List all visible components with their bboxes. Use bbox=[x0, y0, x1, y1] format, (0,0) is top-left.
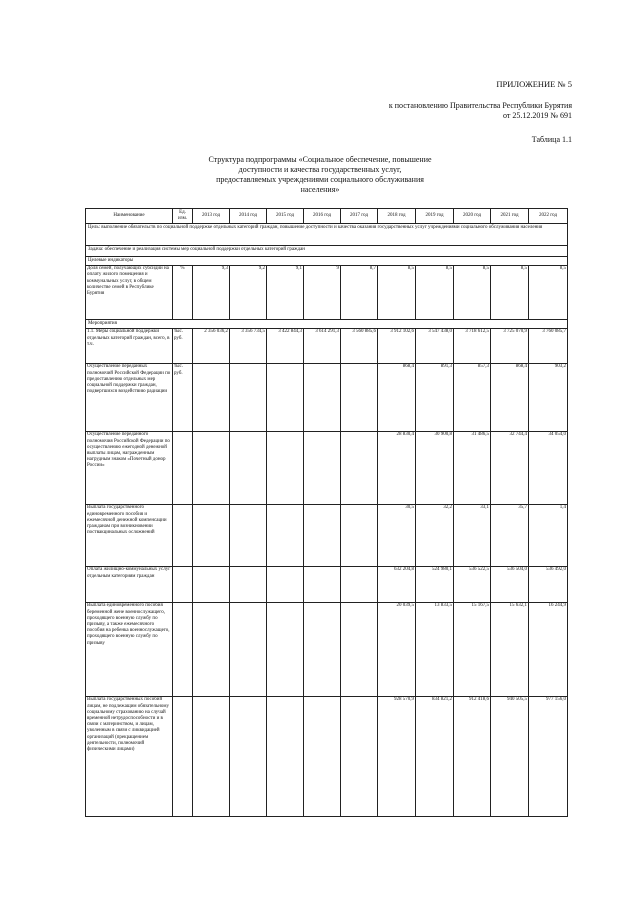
column-header: 2022 год bbox=[529, 209, 568, 224]
cell-value bbox=[341, 364, 378, 432]
cell-value bbox=[230, 364, 267, 432]
row-name: 1.1. Меры социальной поддержки отдельных категорий граждан, всего, в т.ч. bbox=[86, 329, 173, 364]
title-line: доступности и качества государственных услуг, bbox=[238, 165, 402, 174]
cell-value: 536 492,0 bbox=[529, 567, 568, 603]
cell-value bbox=[193, 697, 230, 817]
column-header: 2018 год bbox=[378, 209, 416, 224]
row-name: Выплата государственного единовременного пособия и ежемесячной денежной компенсации гражданам при возникновении поствакцинальных осложнений bbox=[86, 505, 173, 567]
column-header: 2021 год bbox=[491, 209, 529, 224]
cell-value bbox=[304, 432, 341, 505]
cell-value: 524 980,1 bbox=[416, 567, 454, 603]
cell-value: 34 054,0 bbox=[529, 432, 568, 505]
decree-reference: к постановлению Правительства Республики Бурятия bbox=[388, 101, 572, 110]
cell-value: 834 821,2 bbox=[416, 697, 454, 817]
indicators-label: Целевые индикаторы bbox=[86, 257, 568, 266]
table-row bbox=[86, 432, 568, 505]
subprogram-structure-table bbox=[85, 208, 568, 817]
cell-value: 3 356 734,5 bbox=[230, 329, 267, 364]
row-unit bbox=[173, 603, 193, 697]
cell-value: 15 632,1 bbox=[491, 603, 529, 697]
column-header: 2020 год bbox=[454, 209, 491, 224]
cell-value bbox=[267, 364, 304, 432]
events-label: Мероприятия bbox=[86, 320, 568, 329]
cell-value bbox=[304, 567, 341, 603]
cell-value bbox=[193, 505, 230, 567]
task-text: Задача: обеспечение и реализация системы мер социальной поддержки отдельных категорий граждан bbox=[86, 246, 568, 257]
cell-value bbox=[341, 432, 378, 505]
cell-value: 35,7 bbox=[491, 505, 529, 567]
cell-value: 3 560 885,6 bbox=[341, 329, 378, 364]
cell-value: 16 244,9 bbox=[529, 603, 568, 697]
cell-value: 977 156,0 bbox=[529, 697, 568, 817]
title-line: Структура подпрограммы «Социальное обеспечение, повышение bbox=[208, 155, 432, 164]
cell-value: 8,5 bbox=[416, 266, 454, 320]
cell-value: 8,7 bbox=[341, 266, 378, 320]
cell-value: 9,1 bbox=[267, 266, 304, 320]
cell-value bbox=[193, 432, 230, 505]
cell-value: 9,2 bbox=[230, 266, 267, 320]
cell-value bbox=[267, 697, 304, 817]
table-row bbox=[86, 329, 568, 364]
cell-value: 30 900,8 bbox=[416, 432, 454, 505]
column-header: 2019 год bbox=[416, 209, 454, 224]
title-line: населения» bbox=[300, 185, 340, 194]
document-title bbox=[170, 155, 470, 195]
row-name: Доля семей, получающих субсидии на оплату жилого помещения и коммунальных услуг, в общем количестве семей в Республике Бурятия bbox=[86, 266, 173, 320]
cell-value: 8,5 bbox=[378, 266, 416, 320]
cell-value bbox=[304, 697, 341, 817]
cell-value: 632 204,8 bbox=[378, 567, 416, 603]
cell-value bbox=[267, 567, 304, 603]
cell-value bbox=[230, 432, 267, 505]
cell-value: 3 547 438,0 bbox=[416, 329, 454, 364]
cell-value bbox=[230, 567, 267, 603]
column-header: Наименование bbox=[86, 209, 173, 224]
row-unit bbox=[173, 697, 193, 817]
cell-value bbox=[193, 603, 230, 697]
row-unit bbox=[173, 505, 193, 567]
cell-value: 32,2 bbox=[416, 505, 454, 567]
column-header: Ед. изм. bbox=[173, 209, 193, 224]
table-row bbox=[86, 266, 568, 320]
row-unit: тыс. руб. bbox=[173, 364, 193, 432]
cell-value bbox=[341, 505, 378, 567]
row-unit: % bbox=[173, 266, 193, 320]
appendix-label: ПРИЛОЖЕНИЕ № 5 bbox=[496, 79, 572, 89]
cell-value: 3 614 291,3 bbox=[304, 329, 341, 364]
cell-value bbox=[267, 505, 304, 567]
cell-value: 1,4 bbox=[529, 505, 568, 567]
column-header: 2017 год bbox=[341, 209, 378, 224]
cell-value: 32 744,4 bbox=[491, 432, 529, 505]
row-unit bbox=[173, 432, 193, 505]
cell-value bbox=[341, 567, 378, 603]
cell-value: 33,1 bbox=[454, 505, 491, 567]
table-row bbox=[86, 603, 568, 697]
row-name: Осуществление переданных полномочий Российской Федерации по предоставлению отдельных мер социальной поддержки граждан, подвергшихся воздействию радиации bbox=[86, 364, 173, 432]
cell-value bbox=[230, 505, 267, 567]
goal-row bbox=[86, 224, 568, 246]
cell-value: 31 486,5 bbox=[454, 432, 491, 505]
row-unit: тыс. руб. bbox=[173, 329, 193, 364]
cell-value: 30,5 bbox=[378, 505, 416, 567]
cell-value bbox=[193, 364, 230, 432]
cell-value: 3 725 070,9 bbox=[491, 329, 529, 364]
table-row bbox=[86, 505, 568, 567]
cell-value bbox=[341, 603, 378, 697]
row-name: Выплата государственных пособий лицам, не подлежащим обязательному социальному страхованию на случай временной нетрудоспособности и в связи с материнством, и лицам, уволенным в связи с ликвидацией организаций (прекращением деятельности, полномочий физическими лицами) bbox=[86, 697, 173, 817]
cell-value bbox=[304, 603, 341, 697]
cell-value: 3 422 844,3 bbox=[267, 329, 304, 364]
cell-value: 868,4 bbox=[378, 364, 416, 432]
cell-value: 3 912 102,6 bbox=[378, 329, 416, 364]
cell-value: 912 418,6 bbox=[454, 697, 491, 817]
table-header-row bbox=[86, 209, 568, 224]
cell-value: 8,5 bbox=[491, 266, 529, 320]
cell-value bbox=[267, 432, 304, 505]
column-header: 2016 год bbox=[304, 209, 341, 224]
cell-value: 940 505,5 bbox=[491, 697, 529, 817]
column-header: 2014 год bbox=[230, 209, 267, 224]
cell-value: 28 830,4 bbox=[378, 432, 416, 505]
row-name: Оплата жилищно-коммунальных услуг отдельным категориям граждан bbox=[86, 567, 173, 603]
cell-value bbox=[304, 364, 341, 432]
cell-value: 8,5 bbox=[529, 266, 568, 320]
decree-date: от 25.12.2019 № 691 bbox=[502, 111, 572, 120]
cell-value: 868,4 bbox=[491, 364, 529, 432]
cell-value bbox=[341, 697, 378, 817]
cell-value: 928 570,9 bbox=[378, 697, 416, 817]
table-row bbox=[86, 697, 568, 817]
column-header: 2015 год bbox=[267, 209, 304, 224]
cell-value: 13 833,5 bbox=[416, 603, 454, 697]
table-row bbox=[86, 567, 568, 603]
goal-text: Цель: выполнение обязательств по социальной поддержке отдельных категорий граждан, повышение доступности и качества оказания государственных услуг учреждениями социального обслуживания населения bbox=[86, 224, 568, 246]
cell-value: 903,2 bbox=[529, 364, 568, 432]
indicators-section-row bbox=[86, 257, 568, 266]
cell-value: 536 504,0 bbox=[491, 567, 529, 603]
column-header: 2013 год bbox=[193, 209, 230, 224]
cell-value: 9,3 bbox=[193, 266, 230, 320]
row-name: Выплата единовременного пособия беременной жене военнослужащего, проходящего военную службу по призыву, а также ежемесячного пособия на ребенка военнослужащего, проходящего военную службу по призыву bbox=[86, 603, 173, 697]
cell-value: 857,3 bbox=[454, 364, 491, 432]
cell-value bbox=[267, 603, 304, 697]
cell-value: 15 167,5 bbox=[454, 603, 491, 697]
cell-value: 536 522,5 bbox=[454, 567, 491, 603]
cell-value: 3 718 612,5 bbox=[454, 329, 491, 364]
cell-value bbox=[230, 603, 267, 697]
cell-value: 891,3 bbox=[416, 364, 454, 432]
cell-value: 9 bbox=[304, 266, 341, 320]
row-unit bbox=[173, 567, 193, 603]
cell-value: 20 039,5 bbox=[378, 603, 416, 697]
row-name: Осуществление переданного полномочия Российской Федерации по осуществлению ежегодной денежной выплаты лицам, награжденным нагрудным знаком «Почетный донор России» bbox=[86, 432, 173, 505]
events-section-row bbox=[86, 320, 568, 329]
cell-value: 2 356 036,2 bbox=[193, 329, 230, 364]
cell-value: 3 760 085,7 bbox=[529, 329, 568, 364]
title-line: предоставляемых учреждениями социального обслуживания bbox=[216, 175, 424, 184]
cell-value bbox=[193, 567, 230, 603]
cell-value bbox=[230, 697, 267, 817]
cell-value: 8,5 bbox=[454, 266, 491, 320]
task-row bbox=[86, 246, 568, 257]
cell-value bbox=[304, 505, 341, 567]
table-number: Таблица 1.1 bbox=[531, 135, 572, 144]
table-row bbox=[86, 364, 568, 432]
